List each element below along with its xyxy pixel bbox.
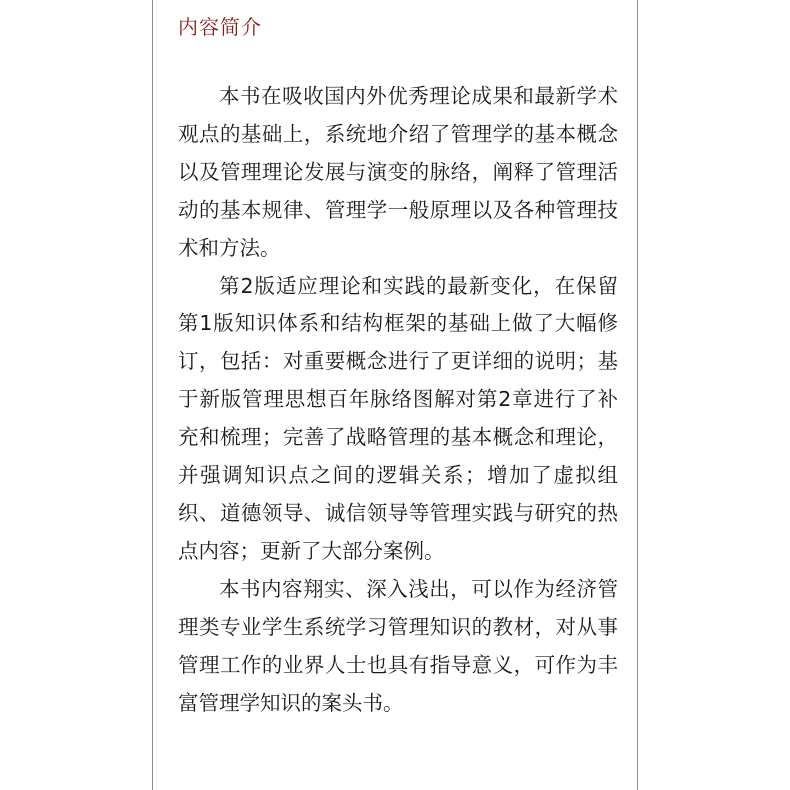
section-heading: 内容简介 [178,15,262,39]
description-body [178,78,618,722]
paragraph-revision: 第2版适应理论和实践的最新变化，在保留第1版知识体系和结构框架的基础上做了大幅修订，包括：对重要概念进行了更详细的说明；基于新版管理思想百年脉络图解对第2章进行了补充和梳理；完善了战略管理的基本概念和理论，并强调知识点之间的逻辑关系；增加了虚拟组织、道德领导、诚信领导等管理实践与研究的热点内容；更新了大部分案例。 [178,273,618,563]
paragraph-intro: 本书在吸收国内外优秀理论成果和最新学术观点的基础上，系统地介绍了管理学的基本概念以及管理理论发展与演变的脉络，阐释了管理活动的基本规律、管理学一般原理以及各种管理技术和方法。 [178,84,618,260]
content-panel [152,0,638,790]
paragraph-usage: 本书内容翔实、深入浅出，可以作为经济管理类专业学生系统学习管理知识的教材，对从事管理工作的业界人士也具有指导意义，可作为丰富管理学知识的案头书。 [178,576,618,715]
